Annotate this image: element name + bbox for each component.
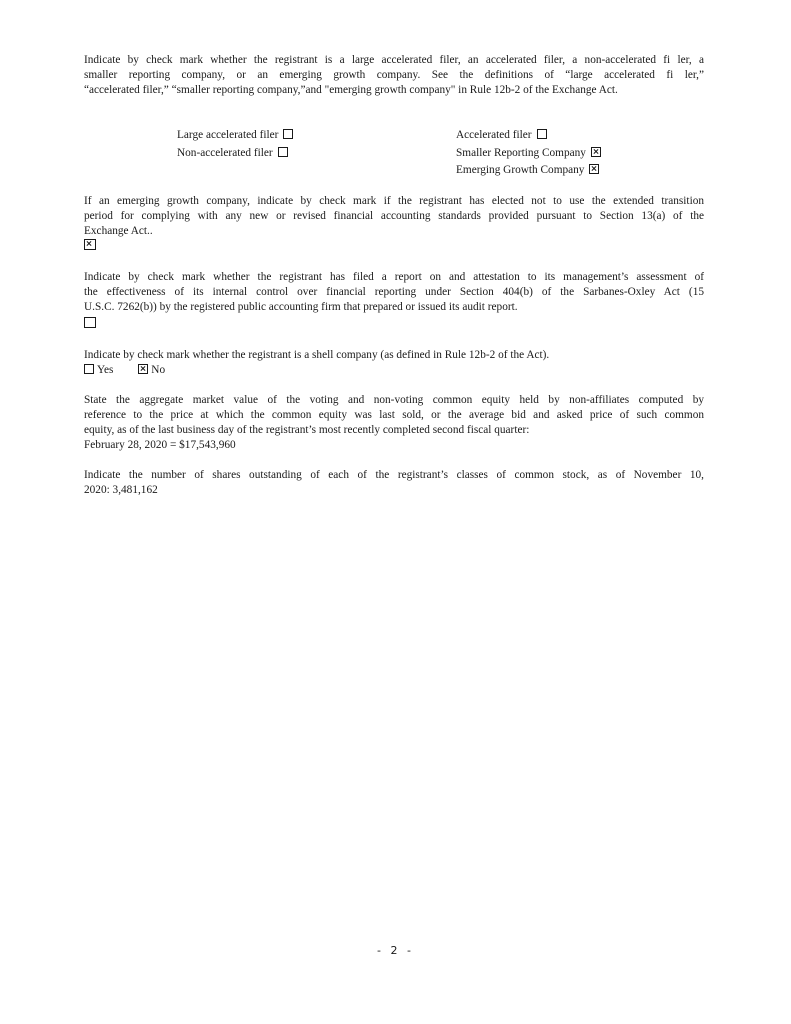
market-value-amount: February 28, 2020 = $17,543,960 (84, 439, 236, 451)
page-number: - 2 - (377, 944, 414, 957)
shell-company-yes-checkbox[interactable] (84, 364, 94, 374)
non-accelerated-filer-label: Non-accelerated filer (177, 147, 273, 159)
large-accelerated-filer-checkbox[interactable] (283, 129, 293, 139)
shares-outstanding-text (84, 468, 704, 498)
transition-period-checkbox-wrap (84, 239, 96, 254)
transition-period-line-3: Exchange Act.. (84, 225, 153, 237)
emerging-growth-company-label: Emerging Growth Company (456, 164, 585, 176)
market-value-line-2: reference to the price at which the common equity was last sold, or the average bid and asked price of such common (84, 409, 704, 421)
shares-outstanding-line-2: 2020: 3,481,162 (84, 484, 158, 496)
non-accelerated-filer-row (177, 146, 288, 161)
filer-status-intro-line-3: “accelerated filer,” “smaller reporting company,”and "emerging growth company" in Rule 12b-2 of the Exchange Act. (84, 84, 618, 96)
market-value-text (84, 393, 704, 453)
internal-control-checkbox[interactable] (84, 317, 96, 328)
transition-period-line-2: period for complying with any new or revised financial accounting standards provided pursuant to Section 13(a) of the (84, 210, 704, 222)
shell-company-no-label: No (151, 364, 166, 376)
emerging-growth-company-checkbox[interactable] (589, 164, 599, 174)
internal-control-line-1: Indicate by check mark whether the registrant has filed a report on and attestation to its management’s assessment of (84, 271, 704, 283)
internal-control-checkbox-wrap (84, 317, 96, 332)
transition-period-checkbox[interactable] (84, 239, 96, 250)
internal-control-line-3: U.S.C. 7262(b)) by the registered public accounting firm that prepared or issued its audit report. (84, 301, 518, 313)
shell-company-options (84, 363, 165, 378)
smaller-reporting-company-label: Smaller Reporting Company (456, 147, 586, 159)
accelerated-filer-checkbox[interactable] (537, 129, 547, 139)
non-accelerated-filer-checkbox[interactable] (278, 147, 288, 157)
accelerated-filer-label: Accelerated filer (456, 129, 532, 141)
smaller-reporting-company-row (456, 146, 601, 161)
shell-company-no-group (138, 364, 165, 376)
internal-control-line-2: the effectiveness of its internal control over financial reporting under Section 404(b) of the Sarbanes-Oxley Act (15 (84, 286, 704, 298)
shell-company-question-line: Indicate by check mark whether the registrant is a shell company (as defined in Rule 12b-2 of the Act). (84, 349, 550, 361)
large-accelerated-filer-row (177, 128, 293, 143)
shell-company-yes-label: Yes (97, 364, 114, 376)
market-value-line-3: equity, as of the last business day of the registrant’s most recently completed second fiscal quarter: (84, 424, 530, 436)
emerging-growth-company-row (456, 163, 599, 178)
market-value-line-1: State the aggregate market value of the voting and non-voting common equity held by non-affiliates computed by (84, 394, 704, 406)
internal-control-text (84, 270, 704, 315)
filer-status-intro-line-2: smaller reporting company, or an emerging growth company. See the definitions of “large accelerated fi ler,” (84, 69, 704, 81)
filer-status-intro-line-1: Indicate by check mark whether the registrant is a large accelerated filer, an accelerated filer, a non-accelerated fi ler, a (84, 54, 704, 66)
transition-period-line-1: If an emerging growth company, indicate by check mark if the registrant has elected not to use the extended transition (84, 195, 704, 207)
transition-period-text (84, 194, 704, 239)
smaller-reporting-company-checkbox[interactable] (591, 147, 601, 157)
shell-company-no-checkbox[interactable] (138, 364, 148, 374)
accelerated-filer-row (456, 128, 547, 143)
shares-outstanding-line-1: Indicate the number of shares outstanding of each of the registrant’s classes of common stock, as of November 10, (84, 469, 704, 481)
shell-company-question (84, 348, 704, 363)
filer-status-intro (84, 53, 704, 98)
large-accelerated-filer-label: Large accelerated filer (177, 129, 279, 141)
